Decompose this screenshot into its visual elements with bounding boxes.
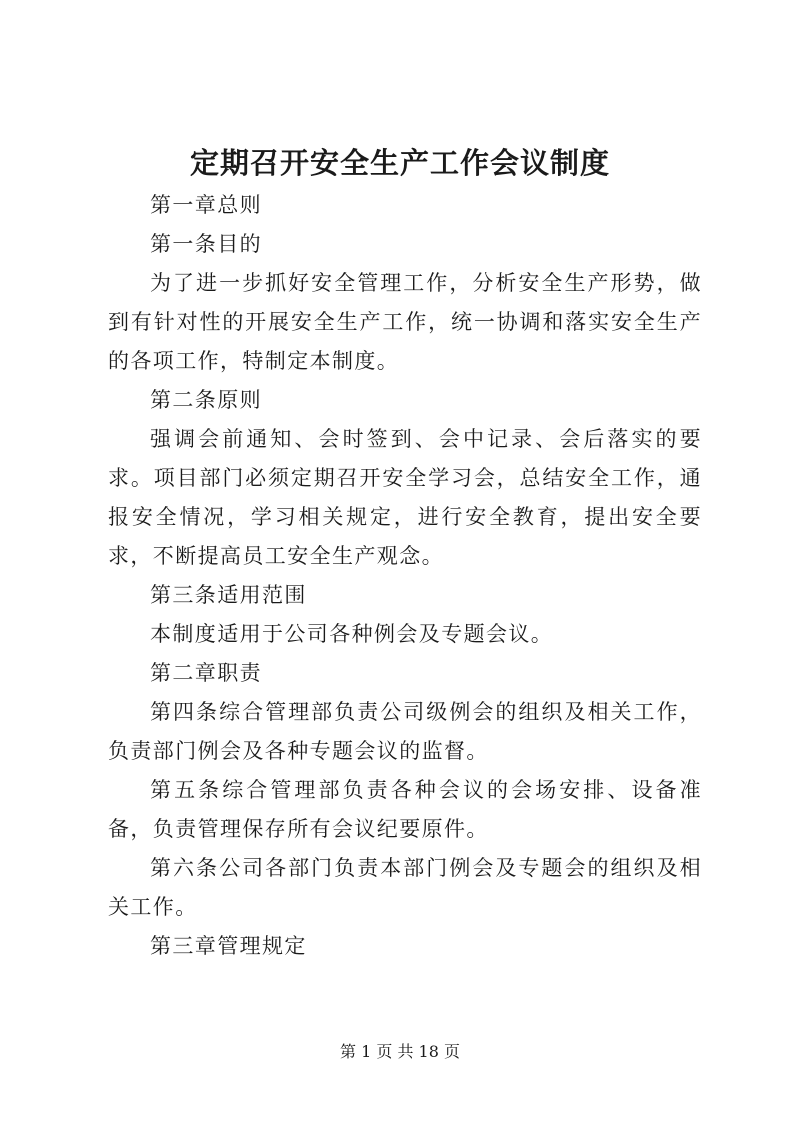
paragraph: 本制度适用于公司各种例会及专题会议。 [150,622,554,646]
page-number-footer: 第 1 页 共 18 页 [340,1042,460,1061]
paragraph: 第五条综合管理部负责各种会议的会场安排、设备准备，负责管理保存所有会议纪要原件。 [108,778,702,841]
chapter-heading: 第二章职责 [150,661,262,685]
paragraph: 第六条公司各部门负责本部门例会及专题会的组织及相关工作。 [108,856,702,919]
chapter-heading: 第三章管理规定 [150,934,307,958]
article-heading: 第一条目的 [150,232,262,256]
article-heading: 第二条原则 [150,388,262,412]
paragraph: 第四条综合管理部负责公司级例会的组织及相关工作，负责部门例会及各种专题会议的监督。 [108,700,702,763]
document-title: 定期召开安全生产工作会议制度 [189,146,610,180]
chapter-heading: 第一章总则 [150,193,262,217]
document-body [108,186,702,966]
article-heading: 第三条适用范围 [150,583,307,607]
paragraph: 强调会前通知、会时签到、会中记录、会后落实的要求。项目部门必须定期召开安全学习会，总结安全工作，通报安全情况，学习相关规定，进行安全教育，提出安全要求，不断提高员工安全生产观念。 [108,427,702,568]
paragraph: 为了进一步抓好安全管理工作，分析安全生产形势，做到有针对性的开展安全生产工作，统一协调和落实安全生产的各项工作，特制定本制度。 [108,271,702,373]
